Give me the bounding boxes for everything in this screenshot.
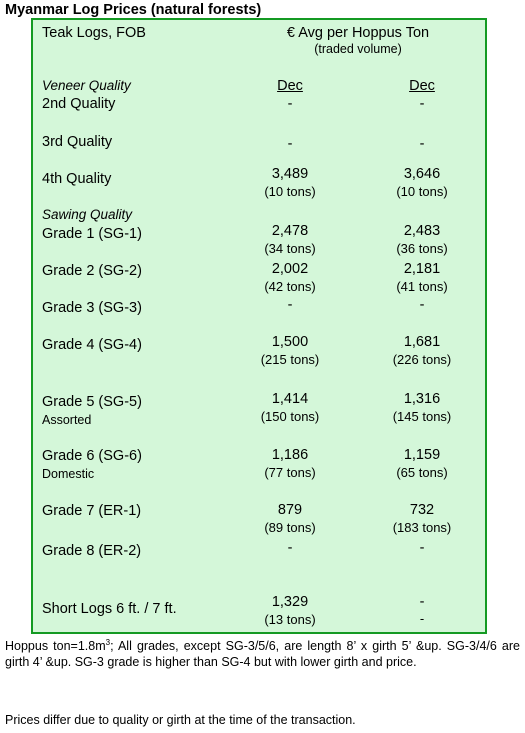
row-value-col2: 732 — [409, 502, 435, 518]
row-label: Grade 4 (SG-4) — [42, 337, 142, 353]
row-value-col1: - — [287, 297, 293, 313]
row-value-col1: 2,478 — [271, 223, 309, 239]
column-header-2: Dec — [409, 78, 435, 94]
row-value-col1: 1,186 — [271, 447, 309, 463]
row-label: Short Logs 6 ft. / 7 ft. — [42, 601, 177, 617]
row-volume-col1: (215 tons) — [260, 352, 320, 367]
footnote-prices-differ: Prices differ due to quality or girth at the time of the transaction. — [5, 713, 356, 727]
row-label: 2nd Quality — [42, 96, 116, 112]
row-value-col1: 879 — [277, 502, 303, 518]
row-volume-col2: (226 tons) — [392, 352, 452, 367]
row-value-col2: - — [419, 594, 425, 610]
row-label: Grade 8 (ER-2) — [42, 543, 142, 559]
row-volume-col2: (36 tons) — [396, 241, 448, 256]
row-volume-col2: (10 tons) — [396, 184, 448, 199]
footnote-hoppus — [5, 638, 520, 670]
section-sawing-quality: Sawing Quality — [42, 207, 133, 222]
row-value-col2: 3,646 — [403, 166, 441, 182]
row-volume-col2: (41 tons) — [396, 279, 448, 294]
header-traded-volume: (traded volume) — [314, 42, 402, 56]
page-title: Myanmar Log Prices (natural forests) — [5, 2, 262, 18]
column-header-1: Dec — [277, 78, 303, 94]
row-value-col1: 1,414 — [271, 391, 309, 407]
row-value-col1: - — [287, 96, 293, 112]
row-value-col1: 2,002 — [271, 261, 309, 277]
header-avg-price: € Avg per Hoppus Ton — [286, 25, 430, 41]
row-value-col1: - — [287, 540, 293, 556]
row-value-col2: 2,483 — [403, 223, 441, 239]
row-value-col2: - — [419, 96, 425, 112]
row-label: Grade 2 (SG-2) — [42, 263, 142, 279]
row-value-col2: - — [419, 297, 425, 313]
row-label: Grade 6 (SG-6) — [42, 448, 142, 464]
row-volume-col1: (13 tons) — [264, 612, 316, 627]
row-volume-col2: (65 tons) — [396, 465, 448, 480]
row-value-col1: 3,489 — [271, 166, 309, 182]
row-volume-col1: (150 tons) — [260, 409, 320, 424]
section-veneer-quality: Veneer Quality — [42, 78, 131, 93]
row-label: Grade 7 (ER-1) — [42, 503, 142, 519]
row-sublabel: Domestic — [42, 467, 95, 481]
row-value-col1: 1,500 — [271, 334, 309, 350]
header-teak-logs-fob: Teak Logs, FOB — [42, 25, 146, 41]
row-value-col1: - — [287, 136, 293, 152]
row-value-col2: 1,159 — [403, 447, 441, 463]
row-label: Grade 1 (SG-1) — [42, 226, 142, 242]
row-value-col2: - — [419, 136, 425, 152]
footnote-cubed: 3 — [105, 637, 111, 647]
row-volume-col2: (183 tons) — [392, 520, 452, 535]
row-volume-col1: (34 tons) — [264, 241, 316, 256]
row-volume-col1: (42 tons) — [264, 279, 316, 294]
row-volume-col1: (89 tons) — [264, 520, 316, 535]
row-sublabel: Assorted — [42, 413, 92, 427]
row-label: Grade 5 (SG-5) — [42, 394, 142, 410]
row-label: 3rd Quality — [42, 134, 113, 150]
row-volume-col1: (10 tons) — [264, 184, 316, 199]
row-value-col2: 1,316 — [403, 391, 441, 407]
row-volume-col1: (77 tons) — [264, 465, 316, 480]
row-value-col2: 2,181 — [403, 261, 441, 277]
row-label: Grade 3 (SG-3) — [42, 300, 142, 316]
row-value-col1: 1,329 — [271, 594, 309, 610]
footnote-hoppus-post: ; All grades, except SG-3/5/6, are length 8’ x girth 5’ &up. SG-3/4/6 are girth 4’ &up. SG-3 grade is higher than SG-4 but with lower girth and price. — [5, 639, 520, 669]
row-volume-col2: - — [419, 611, 425, 626]
row-value-col2: 1,681 — [403, 334, 441, 350]
row-volume-col2: (145 tons) — [392, 409, 452, 424]
row-label: 4th Quality — [42, 171, 112, 187]
row-value-col2: - — [419, 540, 425, 556]
footnote-hoppus-pre: Hoppus ton=1.8m — [5, 639, 106, 653]
